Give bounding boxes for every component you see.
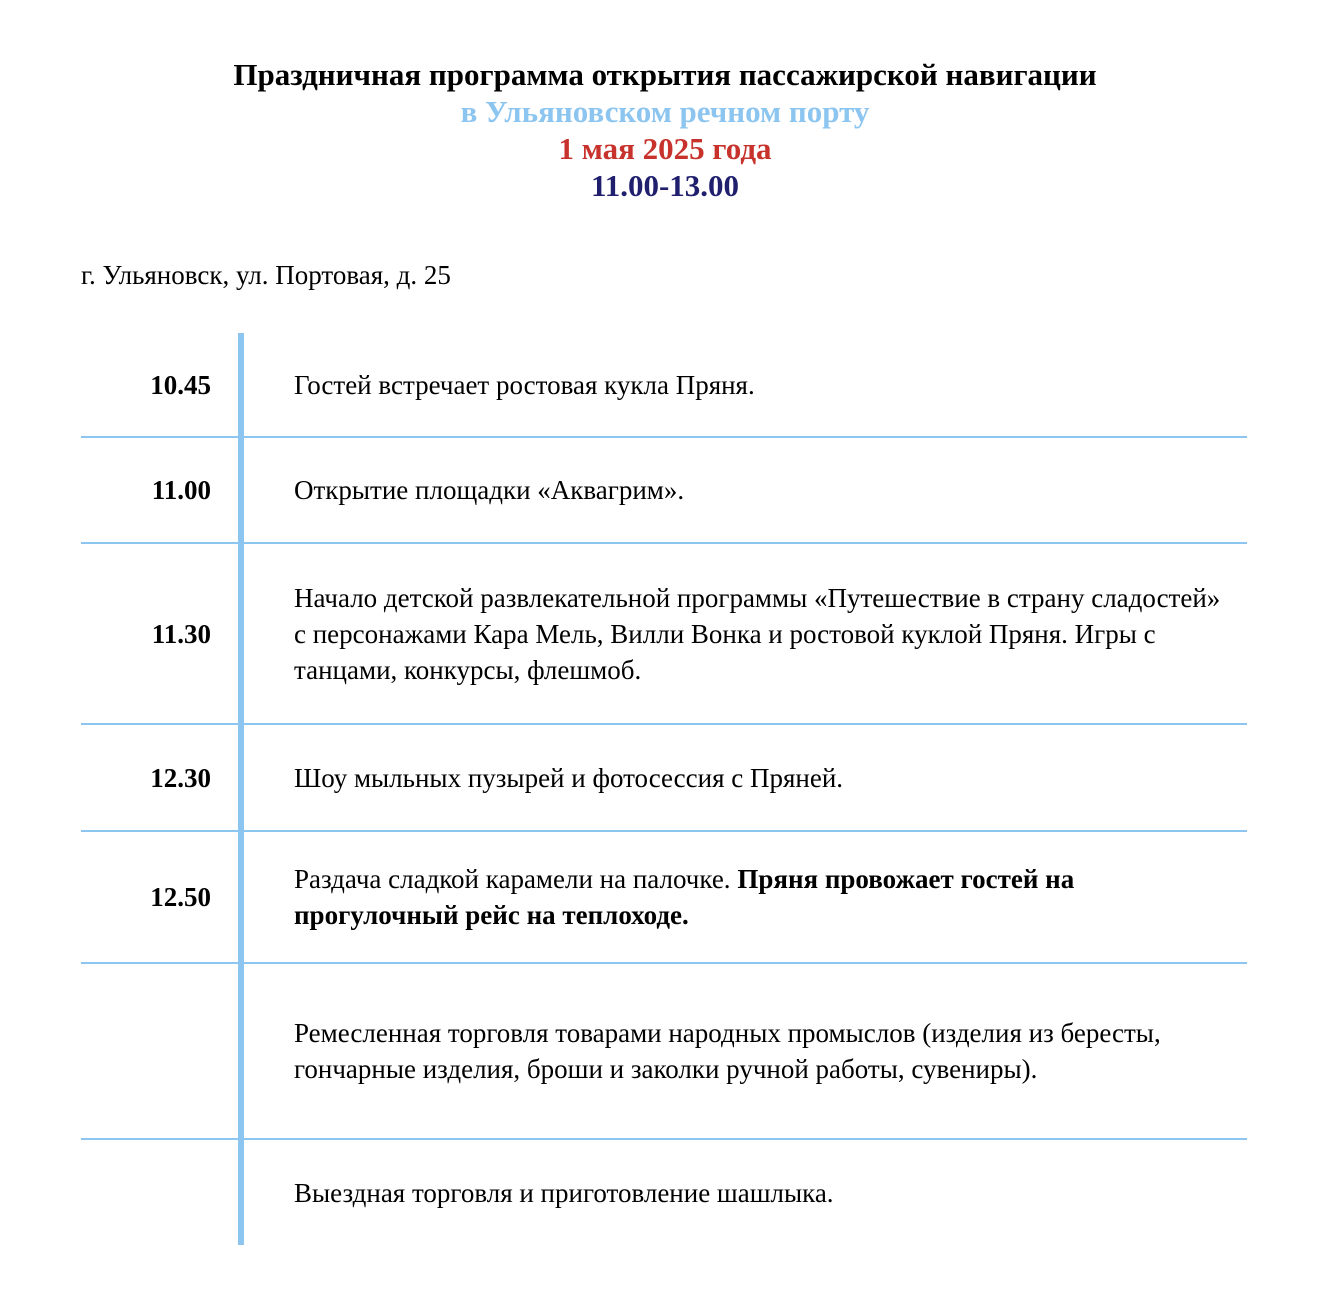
schedule-bold-text: Пряня провожает гостей на прогулочный рейс на теплоходе.	[294, 864, 1075, 930]
schedule-row	[81, 964, 1247, 1140]
schedule-description	[294, 760, 1224, 796]
schedule-text: Шоу мыльных пузырей и фотосессия с Пряней.	[294, 762, 844, 793]
schedule-description	[294, 580, 1224, 688]
schedule-table	[81, 333, 1247, 1245]
schedule-text: Гостей встречает ростовая кукла Пряня.	[294, 369, 755, 400]
schedule-row	[81, 725, 1247, 832]
event-date: 1 мая 2025 года	[558, 131, 772, 166]
schedule-row	[81, 333, 1247, 438]
schedule-time: 12.50	[150, 882, 211, 912]
schedule-text: Ремесленная торговля товарами народных промыслов (изделия из бересты, гончарные изделия, броши и заколки ручной работы, сувениры).	[294, 1018, 1161, 1084]
event-place: в Ульяновском речном порту	[460, 94, 870, 129]
event-address: г. Ульяновск, ул. Портовая, д. 25	[81, 260, 451, 290]
schedule-time: 12.30	[150, 762, 211, 793]
schedule-description	[294, 861, 1224, 933]
schedule-text: Начало детской развлекательной программы «Путешествие в страну сладостей» с персонажами Кара Мель, Вилли Вонка и ростовой куклой Пряня. Игры с танцами, конкурсы, флешмоб.	[294, 582, 1221, 685]
event-time-range: 11.00-13.00	[590, 168, 740, 203]
schedule-row	[81, 1140, 1247, 1245]
schedule-row	[81, 438, 1247, 544]
schedule-time: 10.45	[150, 369, 211, 400]
page-title: Праздничная программа открытия пассажирской навигации	[233, 57, 1097, 92]
schedule-time: 11.00	[151, 475, 211, 505]
schedule-description	[294, 1015, 1224, 1087]
schedule-description	[294, 472, 1224, 508]
schedule-row	[81, 832, 1247, 964]
schedule-row	[81, 544, 1247, 725]
schedule-description	[294, 367, 1224, 403]
page-header	[0, 56, 1330, 204]
schedule-text: Открытие площадки «Аквагрим».	[294, 475, 685, 505]
schedule-description	[294, 1175, 1224, 1211]
schedule-text: Раздача сладкой карамели на палочке.	[294, 864, 738, 894]
schedule-time: 11.30	[151, 618, 211, 649]
schedule-text: Выездная торговля и приготовление шашлыка.	[294, 1177, 834, 1208]
